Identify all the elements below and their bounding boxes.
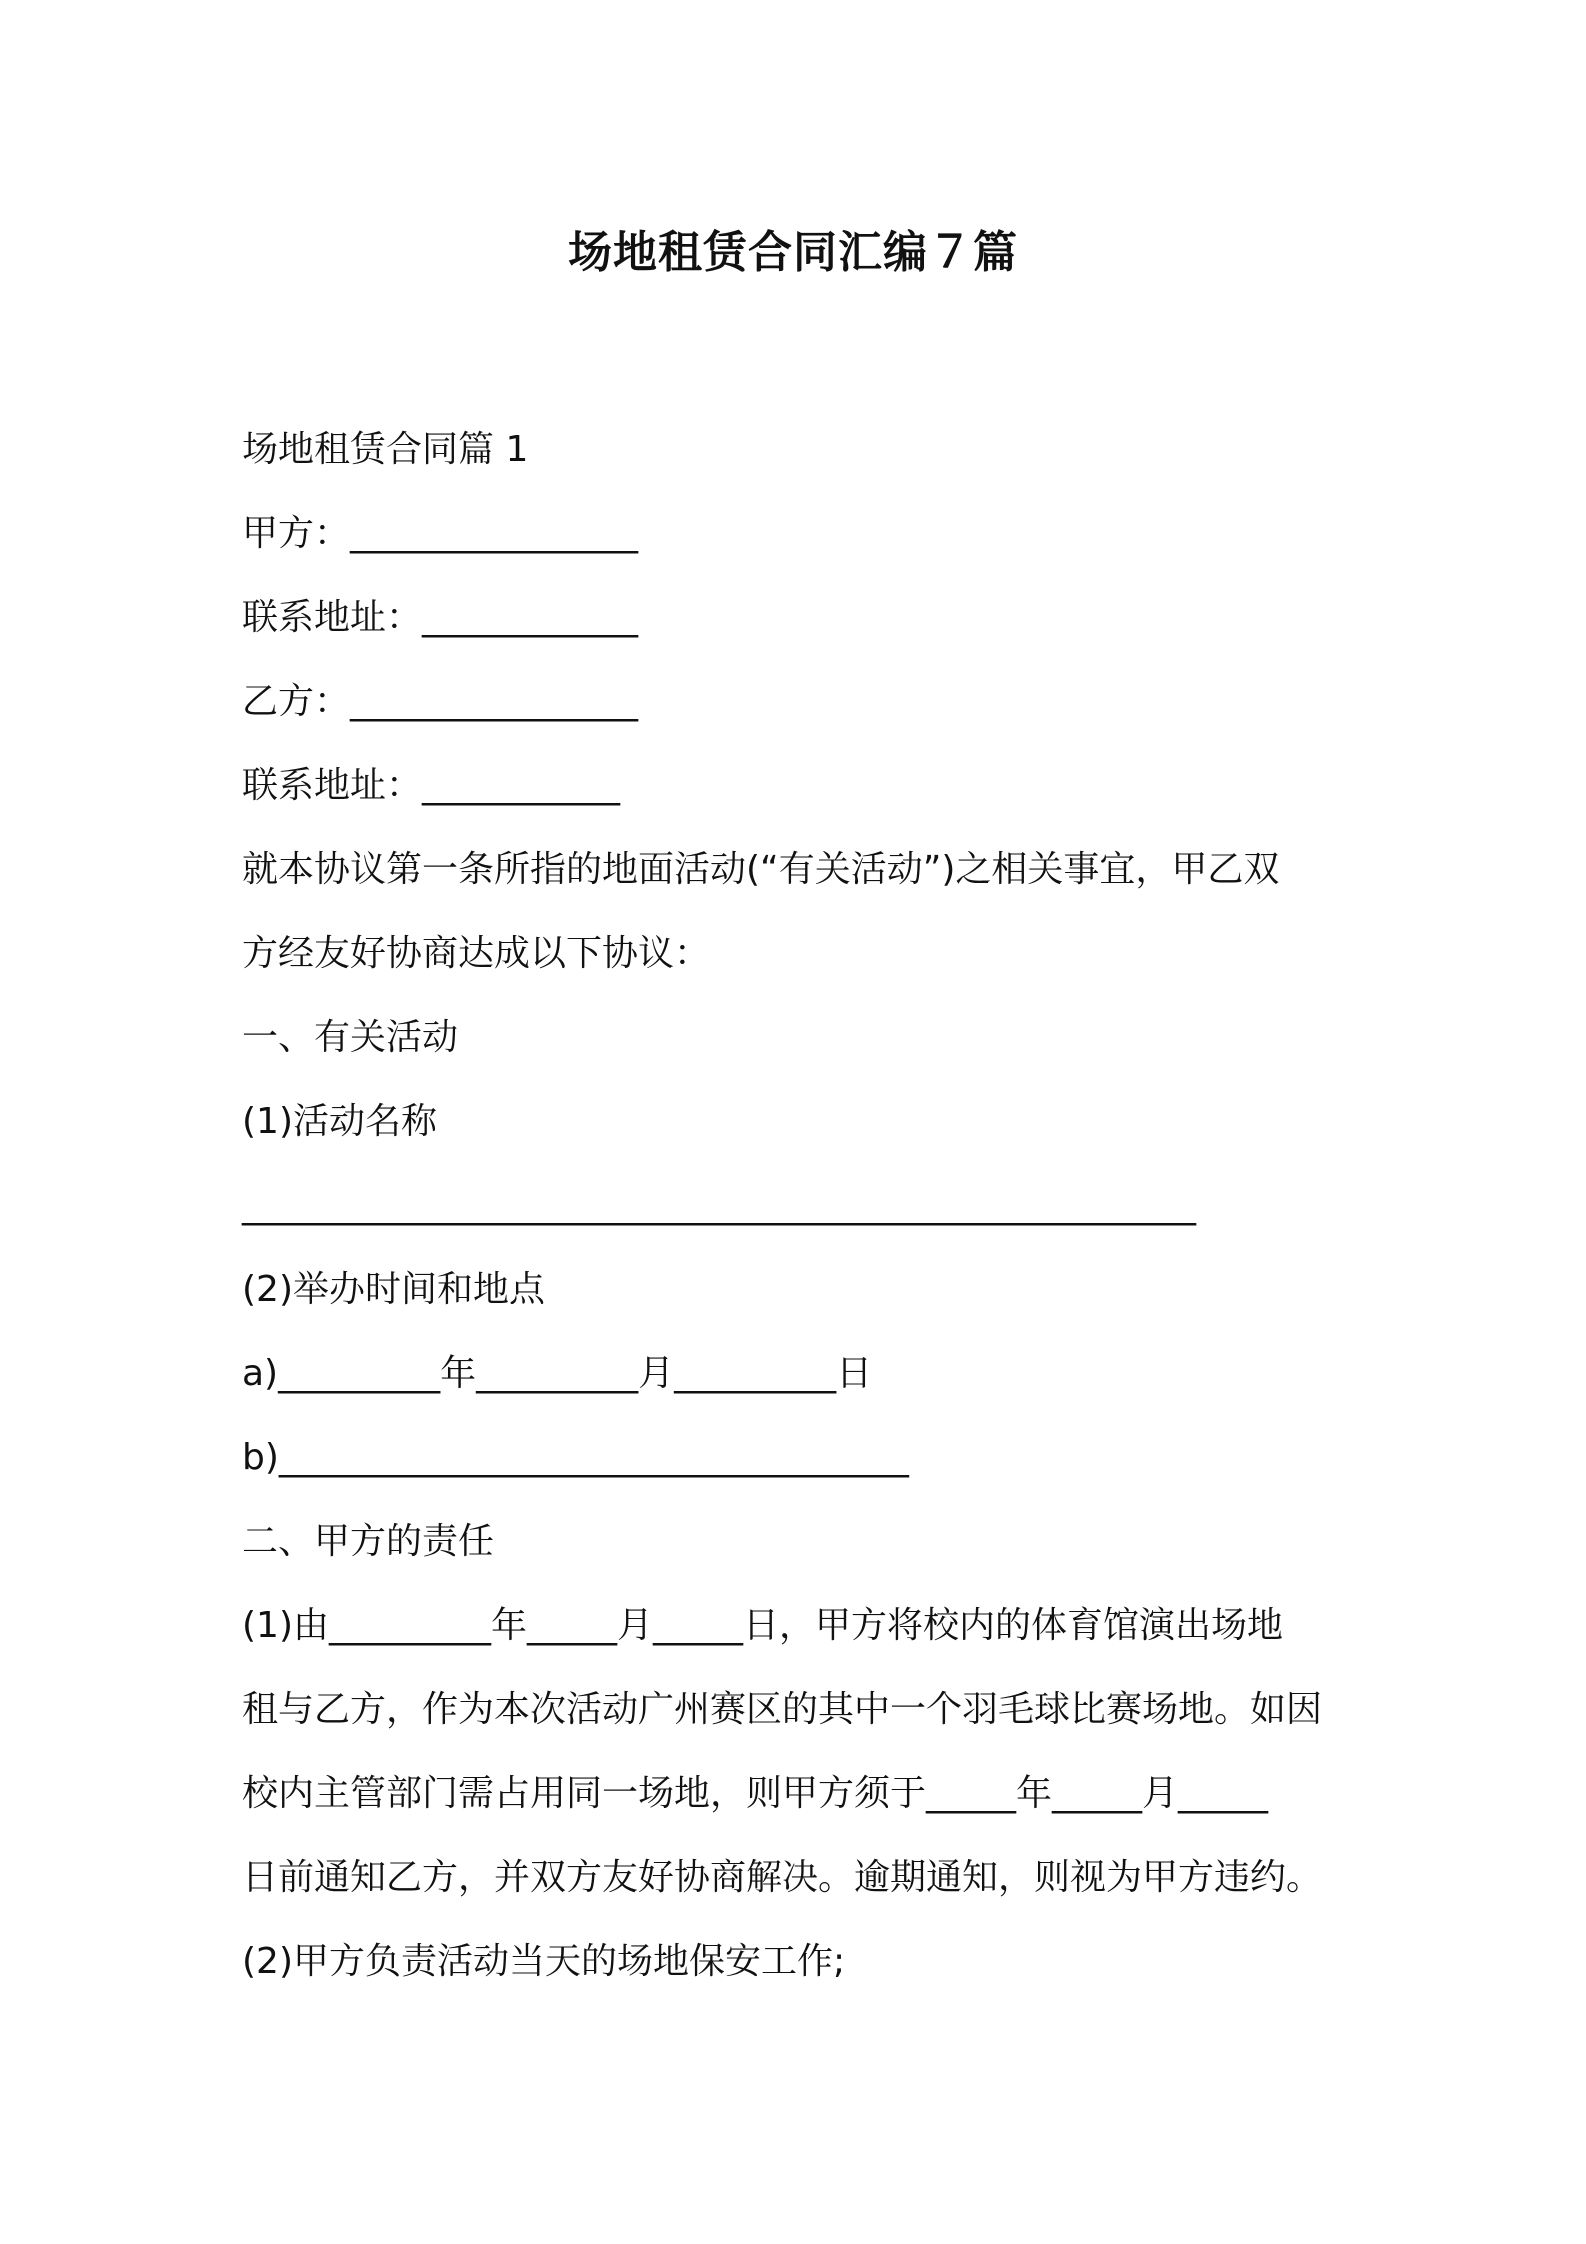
document-title: 场地租赁合同汇编７篇 (568, 227, 1018, 278)
document-body (242, 408, 1362, 2004)
paragraph-line: 日前通知乙方，并双方友好协商解决。逾期通知，则视为甲方违约。 (242, 1857, 1323, 1898)
clause-item: (1)活动名称 (242, 1101, 437, 1142)
section-heading: 场地租赁合同篇 1 (242, 429, 529, 470)
party-b-address-field: 联系地址：___________ (242, 765, 621, 806)
date-fill-line: a)_________年_________月_________日 (242, 1353, 873, 1394)
clause-item: (2)甲方负责活动当天的场地保安工作; (242, 1941, 846, 1982)
party-b-field: 乙方：________________ (242, 681, 639, 722)
paragraph-line: 就本协议第一条所指的地面活动(“有关活动”)之相关事宜，甲乙双 (242, 849, 1280, 890)
party-a-address-field: 联系地址：____________ (242, 597, 639, 638)
paragraph-line: 租与乙方，作为本次活动广州赛区的其中一个羽毛球比赛场地。如因 (242, 1689, 1323, 1730)
clause-heading: 一、有关活动 (242, 1017, 459, 1058)
clause-heading: 二、甲方的责任 (242, 1521, 495, 1562)
blank-line: _____________________________________________________ (242, 1185, 1196, 1226)
party-a-field: 甲方：________________ (242, 513, 639, 554)
paragraph-line: (1)由_________年_____月_____日，甲方将校内的体育馆演出场地 (242, 1605, 1283, 1646)
clause-item: (2)举办时间和地点 (242, 1269, 545, 1310)
paragraph-line: 校内主管部门需占用同一场地，则甲方须于_____年_____月_____ (242, 1773, 1269, 1814)
paragraph-line: 方经友好协商达成以下协议： (242, 933, 711, 974)
location-fill-line: b)___________________________________ (242, 1437, 909, 1478)
